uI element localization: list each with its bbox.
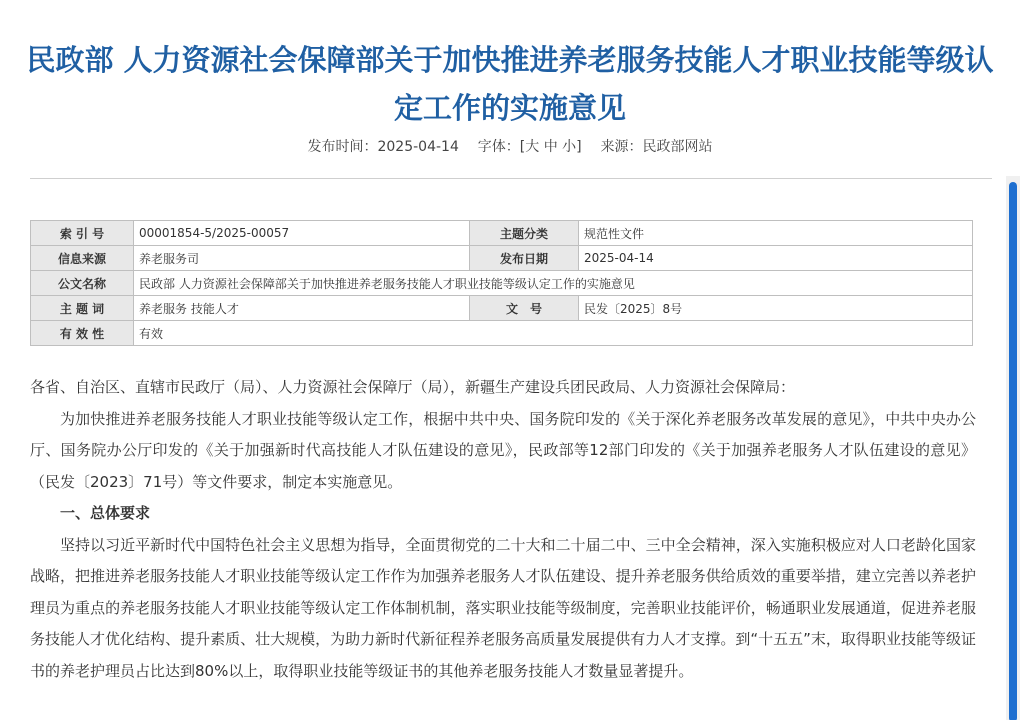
font-small-link[interactable]: 小	[562, 139, 577, 155]
font-large-link[interactable]: 大	[525, 139, 540, 155]
article-title: 民政部 人力资源社会保障部关于加快推进养老服务技能人才职业技能等级认定工作的实施意见	[26, 43, 994, 125]
index-number-value: 00001854-5/2025-00057	[134, 221, 470, 246]
keywords-value: 养老服务 技能人才	[134, 296, 470, 321]
title-divider	[30, 178, 992, 179]
section-heading: 一、总体要求	[60, 504, 151, 522]
font-medium-link[interactable]: 中	[543, 139, 558, 155]
source-label: 来源：	[600, 139, 643, 155]
intro-paragraph: 为加快推进养老服务技能人才职业技能等级认定工作，根据中共中央、国务院印发的《关于深化养老服务改革发展的意见》，中共中央办公厅、国务院办公厅印发的《关于加强新时代高技能人才队伍建设的意见》，民政部等12部门印发的《关于加强养老服务人才队伍建设的意见》（民发〔2023〕71号）等文件要求，制定本实施意见。	[30, 409, 976, 491]
table-row	[31, 271, 973, 296]
font-size-bracket-close: ]	[576, 139, 582, 155]
doc-name-value: 民政部 人力资源社会保障部关于加快推进养老服务技能人才职业技能等级认定工作的实施意见	[134, 271, 973, 296]
source-value: 民政部网站	[642, 139, 713, 155]
validity-label: 有 效 性	[31, 321, 134, 346]
info-source-value: 养老服务司	[134, 246, 470, 271]
publish-date: 2025-04-14	[377, 139, 459, 155]
document-info-table	[30, 220, 973, 346]
publish-date-label: 发布时间：	[307, 139, 378, 155]
article-body	[30, 372, 976, 687]
category-value: 规范性文件	[579, 221, 973, 246]
addressee-paragraph: 各省、自治区、直辖市民政厅（局）、人力资源社会保障厅（局），新疆生产建设兵团民政局、人力资源社会保障局：	[30, 378, 796, 396]
font-size-bracket-open: [	[519, 139, 526, 155]
index-number-label: 索 引 号	[31, 221, 134, 246]
validity-value: 有效	[134, 321, 973, 346]
doc-number-label: 文 号	[470, 296, 579, 321]
section-paragraph: 坚持以习近平新时代中国特色社会主义思想为指导，全面贯彻党的二十大和二十届二中、三中全会精神，深入实施积极应对人口老龄化国家战略，把推进养老服务技能人才职业技能等级认定工作作为加强养老服务人才队伍建设、提升养老服务供给质效的重要举措，建立完善以养老护理员为重点的养老服务技能人才职业技能等级认定工作体制机制，落实职业技能等级制度，完善职业技能评价，畅通职业发展通道，促进养老服务技能人才优化结构、提升素质、壮大规模，为助力新时代新征程养老服务高质量发展提供有力人才支撑。到“十五五”末，取得职业技能等级证书的养老护理员占比达到80%以上，取得职业技能等级证书的其他养老服务技能人才数量显著提升。	[30, 535, 976, 680]
publish-date-cell-value: 2025-04-14	[579, 246, 973, 271]
table-row	[31, 321, 973, 346]
table-row	[31, 296, 973, 321]
keywords-label: 主 题 词	[31, 296, 134, 321]
doc-name-label: 公文名称	[31, 271, 134, 296]
vertical-scrollbar[interactable]	[1006, 176, 1020, 720]
font-size-label: 字体：	[477, 139, 520, 155]
article-meta	[0, 136, 1020, 156]
publish-date-cell-label: 发布日期	[470, 246, 579, 271]
table-row	[31, 221, 973, 246]
category-label: 主题分类	[470, 221, 579, 246]
table-row	[31, 246, 973, 271]
doc-number-value: 民发〔2025〕8号	[579, 296, 973, 321]
info-source-label: 信息来源	[31, 246, 134, 271]
scrollbar-thumb[interactable]	[1009, 182, 1017, 720]
